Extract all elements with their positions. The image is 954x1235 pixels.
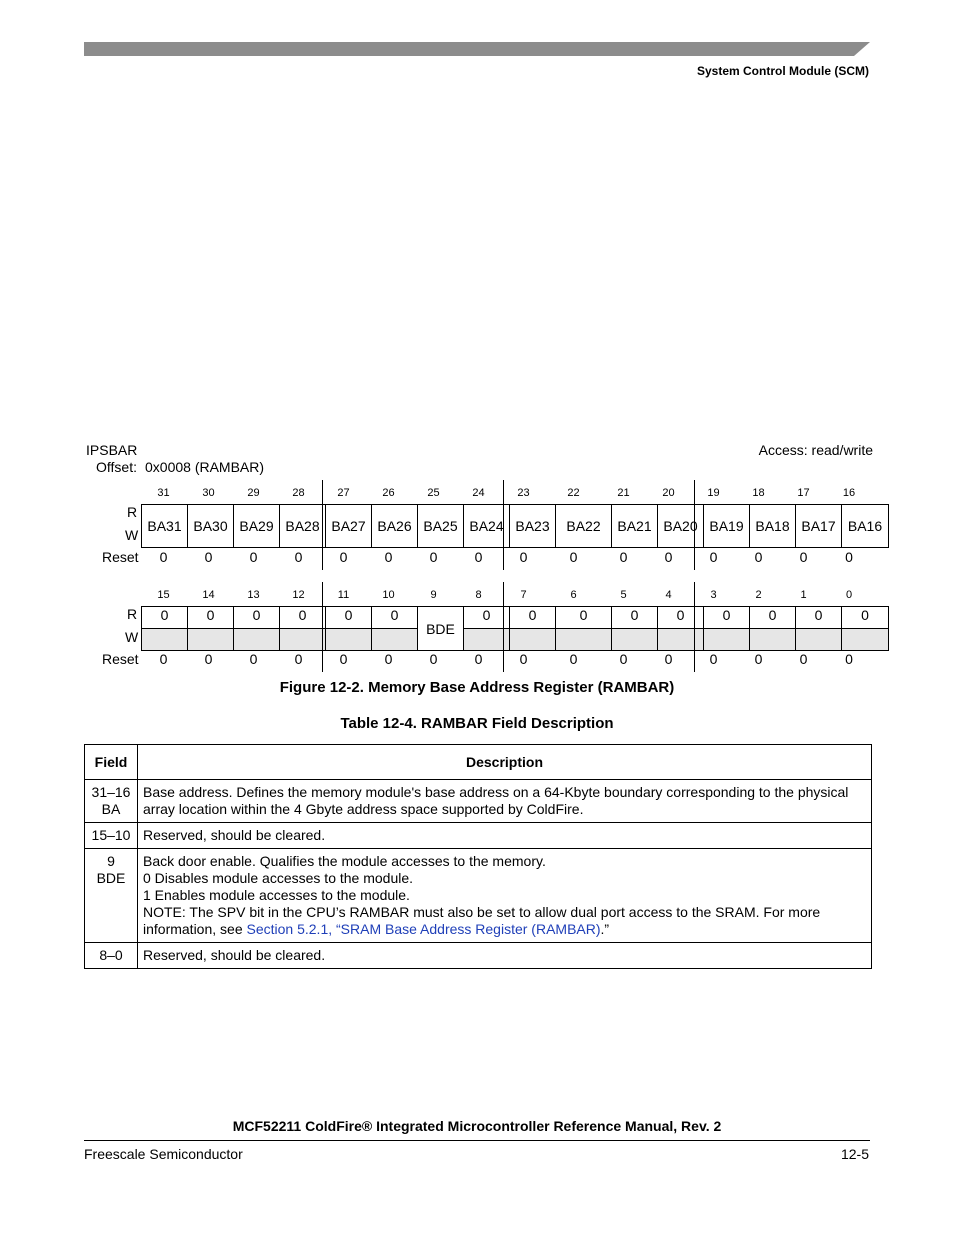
bit-number: 20 [662, 487, 675, 499]
field-bits: 15–10 [91, 827, 131, 843]
bit-number: 19 [707, 487, 720, 499]
register-field-cell: BA21 [612, 505, 658, 548]
upper-row-r-label: R [127, 504, 138, 520]
nibble-separator [503, 582, 504, 672]
register-read-cell: 0 [326, 607, 372, 629]
field-column-header: Field [85, 745, 138, 780]
register-field-cell: BA29 [234, 505, 280, 548]
register-field-cell: BA25 [418, 505, 464, 548]
reset-value: 0 [249, 549, 258, 565]
register-field-cell: BDE [418, 607, 464, 651]
register-reserved-write-cell [658, 629, 704, 651]
bit-number: 9 [430, 589, 437, 601]
register-reserved-write-cell [142, 629, 188, 651]
section-link[interactable]: Section 5.2.1, “SRAM Base Address Register (RAMBAR) [246, 921, 601, 937]
nibble-separator [694, 582, 695, 672]
reset-value: 0 [429, 651, 438, 667]
nibble-separator [322, 480, 323, 570]
description-cell [138, 780, 872, 823]
description-column-header: Description [138, 745, 872, 780]
reset-value: 0 [339, 651, 348, 667]
register-reserved-write-cell [556, 629, 612, 651]
description-text: Base address. Defines the memory module's base address on a 64-Kbyte boundary corresponding to the physical array location within the 4 Gbyte address space supported by ColdFire. [143, 784, 849, 817]
lower-write-row [142, 629, 889, 651]
lower-row-reset-label: Reset [102, 651, 139, 667]
reset-value: 0 [474, 549, 483, 565]
register-reserved-write-cell [750, 629, 796, 651]
register-field-cell: BA23 [510, 505, 556, 548]
field-bits: 8–0 [99, 947, 123, 963]
register-read-cell: 0 [612, 607, 658, 629]
footer-page-number: 12-5 [840, 1146, 869, 1162]
bit-number: 31 [157, 487, 170, 499]
footer-manual-title: MCF52211 ColdFire® Integrated Microcontroller Reference Manual, Rev. 2 [232, 1118, 722, 1134]
header-bar [84, 42, 870, 56]
reset-value: 0 [159, 549, 168, 565]
reset-value: 0 [474, 651, 483, 667]
reset-value: 0 [569, 651, 578, 667]
reset-value: 0 [294, 651, 303, 667]
reset-value: 0 [384, 651, 393, 667]
register-field-cell: BA30 [188, 505, 234, 548]
reset-value: 0 [709, 651, 718, 667]
field-cell [85, 823, 138, 849]
bit-number: 24 [472, 487, 485, 499]
field-name: BA [101, 801, 121, 817]
bit-number: 13 [247, 589, 260, 601]
reset-value: 0 [709, 549, 718, 565]
reset-value: 0 [384, 549, 393, 565]
register-reserved-write-cell [188, 629, 234, 651]
reset-value: 0 [159, 651, 168, 667]
description-cell [138, 849, 872, 943]
register-read-cell: 0 [188, 607, 234, 629]
reset-value: 0 [519, 549, 528, 565]
table-row [85, 943, 872, 969]
bit-number: 0 [845, 589, 853, 601]
register-reserved-write-cell [796, 629, 842, 651]
bit-number: 6 [570, 589, 577, 601]
bit-number: 10 [382, 589, 395, 601]
register-reserved-write-cell [234, 629, 280, 651]
register-field-cell: BA19 [704, 505, 750, 548]
nibble-separator [503, 480, 504, 570]
table-header-row [85, 745, 872, 780]
reset-value: 0 [204, 651, 213, 667]
upper-field-row [142, 505, 889, 548]
lower-register-grid [141, 606, 889, 651]
bit-number: 30 [202, 487, 215, 499]
note-prefix: information, see [143, 921, 247, 937]
bit-number: 23 [517, 487, 530, 499]
register-field-cell: BA20 [658, 505, 704, 548]
register-field-cell: BA16 [842, 505, 889, 548]
bit-number: 29 [247, 487, 260, 499]
register-field-cell: BA17 [796, 505, 842, 548]
bit-number: 25 [427, 487, 440, 499]
nibble-separator [322, 582, 323, 672]
register-field-cell: BA26 [372, 505, 418, 548]
note-text-continued [143, 921, 866, 938]
footer-company: Freescale Semiconductor [84, 1146, 243, 1162]
register-read-cell: 0 [372, 607, 418, 629]
reset-value: 0 [664, 549, 673, 565]
table-row [85, 823, 872, 849]
figure-caption: Figure 12-2. Memory Base Address Register (RAMBAR) [279, 679, 675, 696]
register-field-cell: BA24 [464, 505, 510, 548]
note-suffix: .” [600, 921, 610, 937]
ipsbar-label: IPSBAR [86, 442, 138, 458]
register-read-cell: 0 [556, 607, 612, 629]
reset-value: 0 [845, 549, 853, 565]
bit-number: 15 [157, 589, 170, 601]
register-read-cell: 0 [142, 607, 188, 629]
register-read-cell: 0 [796, 607, 842, 629]
register-field-cell: BA18 [750, 505, 796, 548]
field-bits: 31–16 [91, 784, 131, 800]
register-field-cell: BA22 [556, 505, 612, 548]
bit-number: 28 [292, 487, 305, 499]
register-reserved-write-cell [372, 629, 418, 651]
upper-row-w-label: W [125, 527, 139, 543]
reset-value: 0 [569, 549, 578, 565]
register-read-cell: 0 [842, 607, 889, 629]
reset-value: 0 [339, 549, 348, 565]
register-read-cell: 0 [234, 607, 280, 629]
table-row [85, 849, 872, 943]
access-label: Access: read/write [758, 442, 873, 458]
table-caption: Table 12-4. RAMBAR Field Description [340, 715, 614, 732]
bit-number: 18 [752, 487, 765, 499]
bit-number: 17 [797, 487, 810, 499]
register-reserved-write-cell [510, 629, 556, 651]
description-cell [138, 823, 872, 849]
bit-number: 4 [665, 589, 672, 601]
upper-register-grid [141, 504, 889, 548]
field-description-table [84, 744, 872, 969]
reset-value: 0 [799, 651, 808, 667]
bit-number: 3 [710, 589, 717, 601]
nibble-separator [694, 480, 695, 570]
bit-number: 22 [567, 487, 580, 499]
reset-value: 0 [204, 549, 213, 565]
description-text: 0 Disables module accesses to the module. [143, 870, 414, 886]
reset-value: 0 [754, 651, 763, 667]
description-text: Reserved, should be cleared. [143, 947, 326, 963]
register-reserved-write-cell [280, 629, 326, 651]
offset-value: 0x0008 (RAMBAR) [145, 459, 265, 475]
reset-value: 0 [619, 549, 628, 565]
reset-value: 0 [754, 549, 763, 565]
register-reserved-write-cell [326, 629, 372, 651]
reset-value: 0 [249, 651, 258, 667]
description-text: 1 Enables module accesses to the module. [143, 887, 410, 903]
bit-number: 8 [475, 589, 482, 601]
bit-number: 21 [617, 487, 630, 499]
note-text: NOTE: The SPV bit in the CPU’s RAMBAR must also be set to allow dual port access to the SRAM. For more [143, 904, 821, 920]
bit-number: 26 [382, 487, 395, 499]
lower-row-w-label: W [125, 629, 139, 645]
register-read-cell: 0 [280, 607, 326, 629]
field-cell [85, 780, 138, 823]
field-cell [85, 943, 138, 969]
offset-label: Offset: [96, 459, 137, 475]
register-read-cell: 0 [750, 607, 796, 629]
bit-number: 2 [755, 589, 762, 601]
register-field-cell: BA28 [280, 505, 326, 548]
reset-value: 0 [294, 549, 303, 565]
field-bits: 9 [107, 853, 115, 869]
section-title: System Control Module (SCM) [696, 64, 869, 78]
register-field-cell: BA27 [326, 505, 372, 548]
reset-value: 0 [664, 651, 673, 667]
register-read-cell: 0 [704, 607, 750, 629]
table-row [85, 780, 872, 823]
field-cell [85, 849, 138, 943]
bit-number: 5 [620, 589, 627, 601]
register-reserved-write-cell [842, 629, 889, 651]
register-reserved-write-cell [612, 629, 658, 651]
register-read-cell: 0 [658, 607, 704, 629]
field-name: BDE [96, 870, 126, 886]
bit-number: 7 [520, 589, 527, 601]
footer-rule [84, 1140, 870, 1141]
reset-value: 0 [519, 651, 528, 667]
reset-value: 0 [429, 549, 438, 565]
description-cell [138, 943, 872, 969]
bit-number: 1 [800, 589, 807, 601]
lower-row-r-label: R [127, 606, 138, 622]
bit-number: 27 [337, 487, 350, 499]
reset-value: 0 [845, 651, 853, 667]
bit-number: 14 [202, 589, 215, 601]
bit-number: 16 [842, 487, 856, 499]
reset-value: 0 [799, 549, 808, 565]
reset-value: 0 [619, 651, 628, 667]
register-read-cell: 0 [510, 607, 556, 629]
register-read-cell: 0 [464, 607, 510, 629]
upper-row-reset-label: Reset [102, 549, 139, 565]
lower-read-row [142, 607, 889, 629]
description-text: Reserved, should be cleared. [143, 827, 326, 843]
bit-number: 11 [337, 589, 350, 601]
register-field-cell: BA31 [142, 505, 188, 548]
register-reserved-write-cell [704, 629, 750, 651]
bit-number: 12 [292, 589, 305, 601]
description-text: Back door enable. Qualifies the module accesses to the memory. [143, 853, 546, 869]
